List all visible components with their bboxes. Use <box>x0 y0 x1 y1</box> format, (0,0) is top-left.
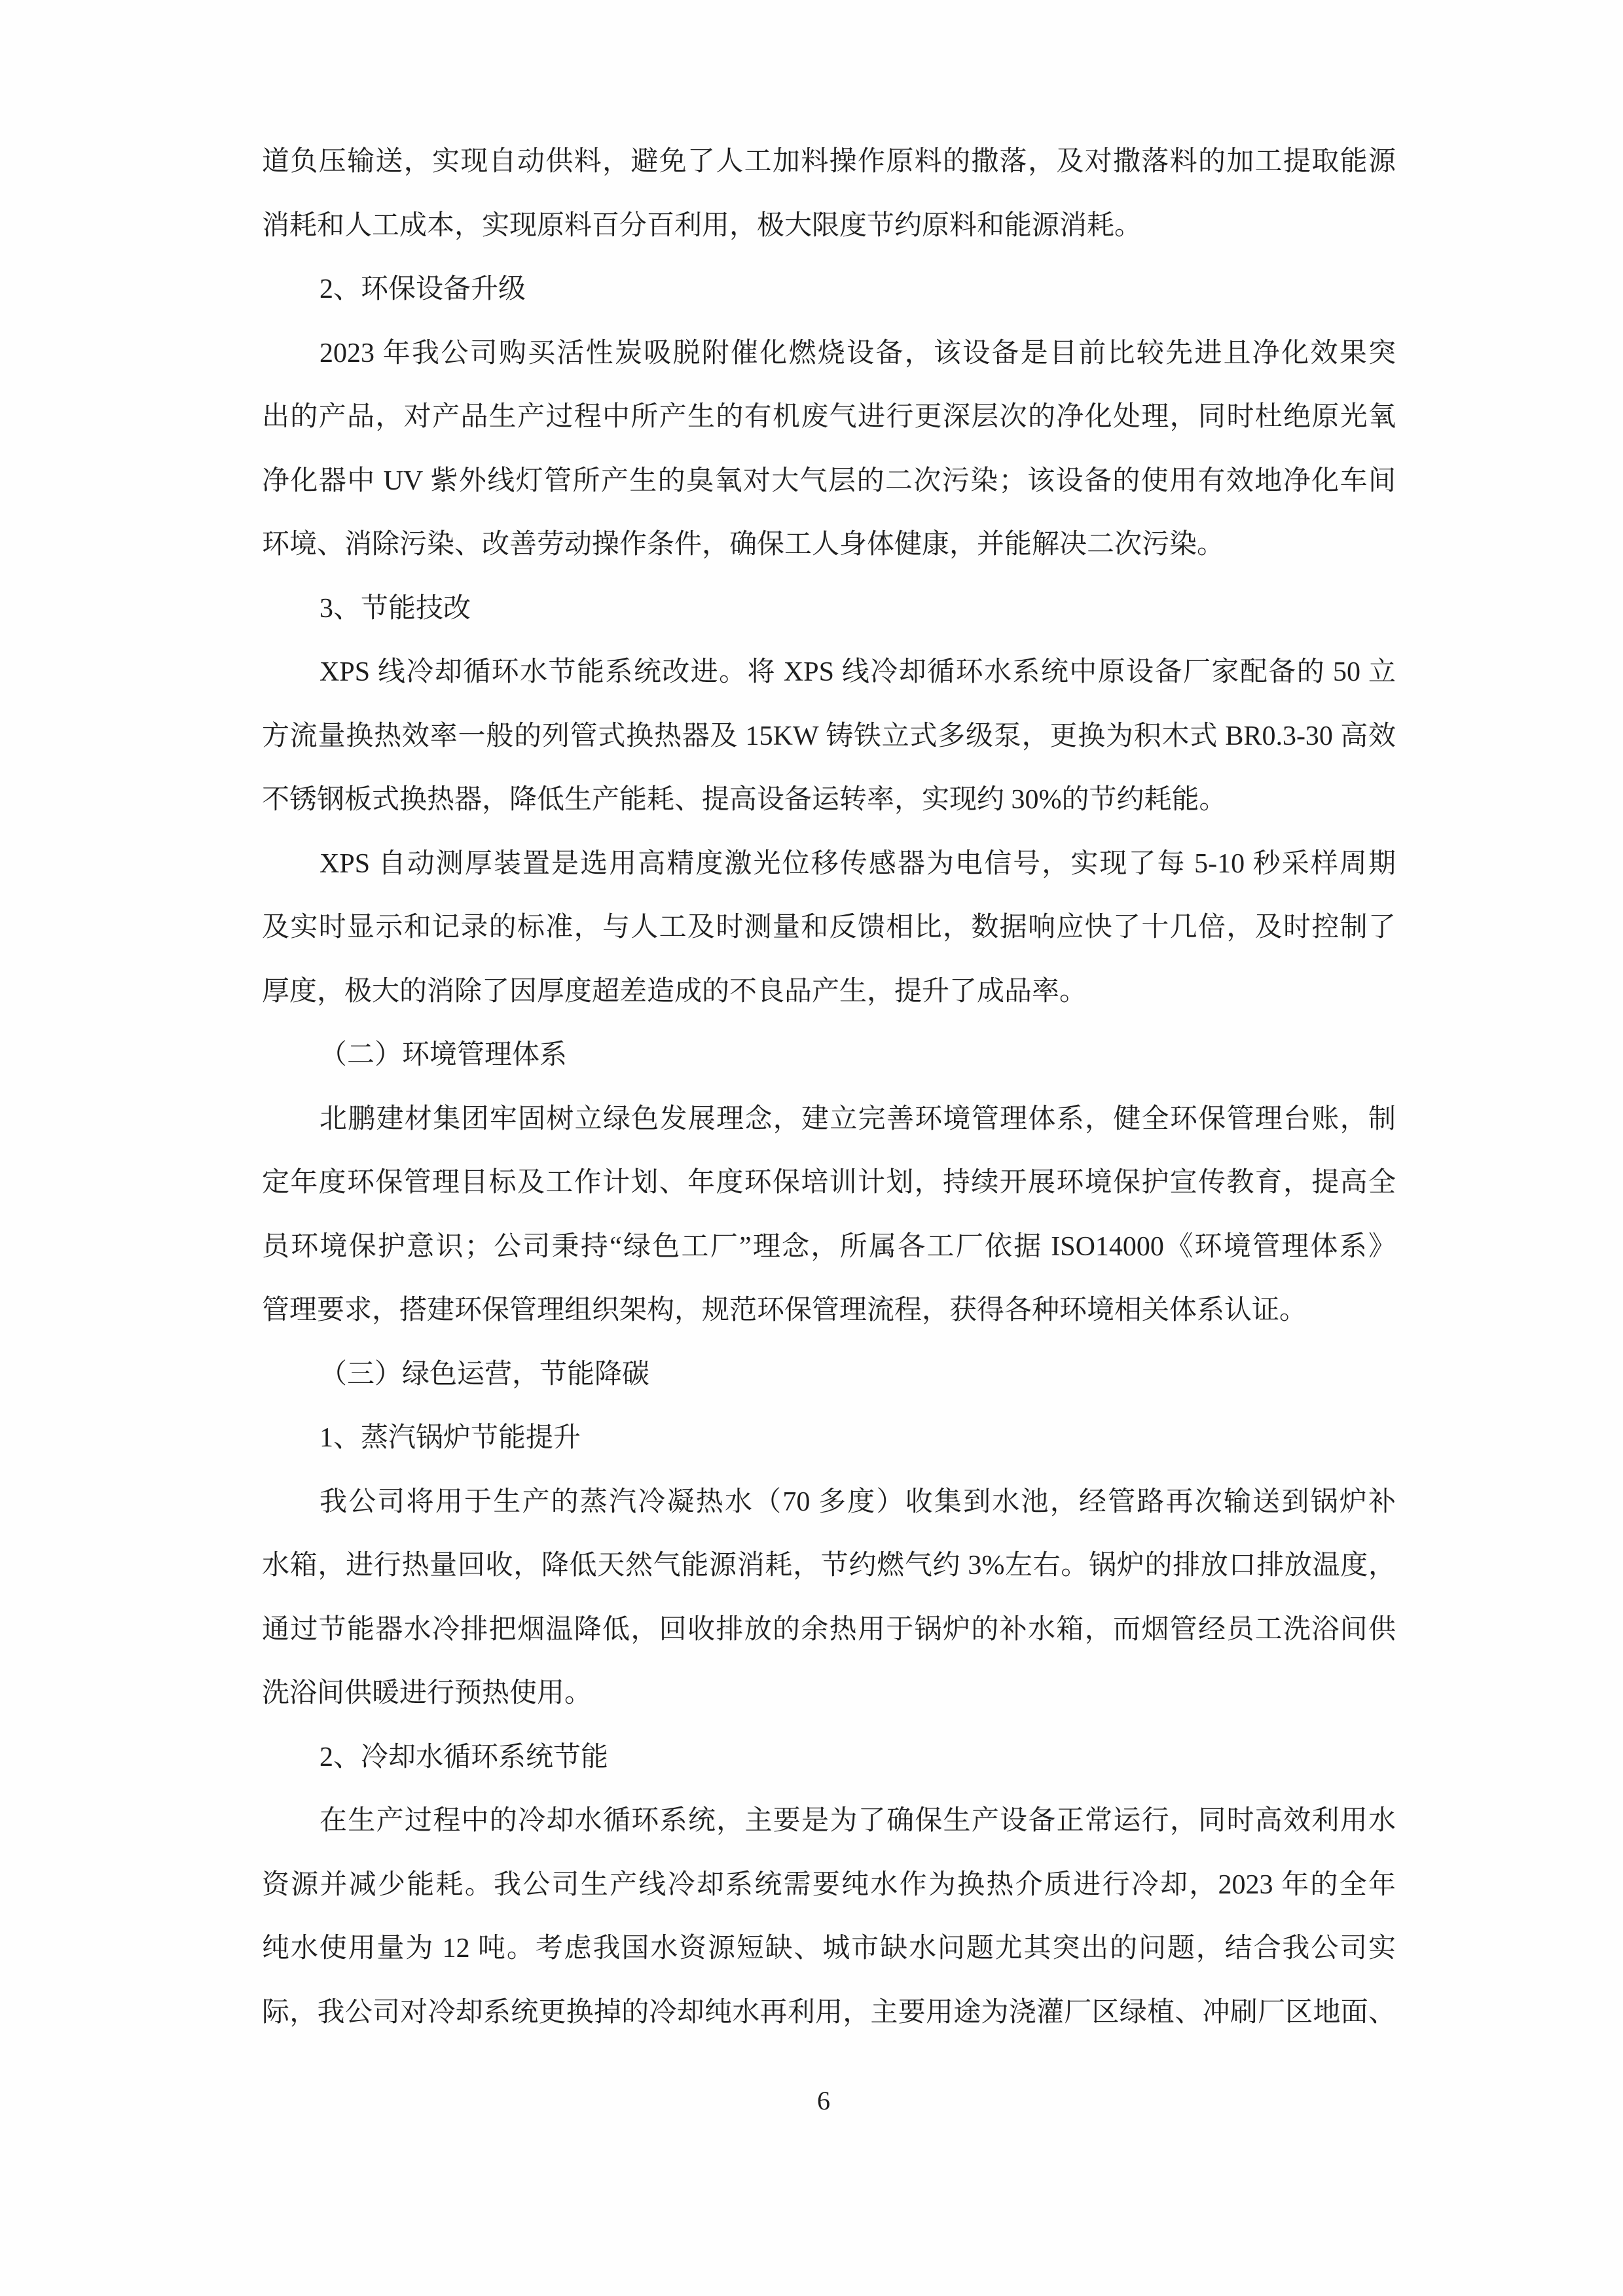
text-line: 资源并减少能耗。我公司生产线冷却系统需要纯水作为换热介质进行冷却，2023 年的全年 <box>262 1869 1396 1900</box>
paragraph <box>262 130 1396 258</box>
paragraph <box>262 1789 1396 2045</box>
section-heading <box>262 1726 1396 1790</box>
text-line: 北鹏建材集团牢固树立绿色发展理念，建立完善环境管理体系，健全环保管理台账，制 <box>319 1103 1396 1134</box>
heading-text: （二）环境管理体系 <box>319 1040 568 1070</box>
text-line: XPS 线冷却循环水节能系统改进。将 XPS 线冷却循环水系统中原设备厂家配备的 50 立 <box>319 657 1396 687</box>
heading-text: 2、环保设备升级 <box>319 274 526 304</box>
text-line: 厚度，极大的消除了因厚度超差造成的不良品产生，提升了成品率。 <box>262 976 1087 1007</box>
text-line: 在生产过程中的冷却水循环系统，主要是为了确保生产设备正常运行，同时高效利用水 <box>319 1806 1396 1836</box>
text-line: 管理要求，搭建环保管理组织架构，规范环保管理流程，获得各种环境相关体系认证。 <box>262 1295 1307 1325</box>
text-line: 出的产品，对产品生产过程中所产生的有机废气进行更深层次的净化处理，同时杜绝原光氧 <box>262 402 1396 432</box>
text-line: 水箱，进行热量回收，降低天然气能源消耗，节约燃气约 3%左右。锅炉的排放口排放温度， <box>262 1551 1396 1581</box>
text-line: 定年度环保管理目标及工作计划、年度环保培训计划，持续开展环境保护宣传教育，提高全 <box>262 1168 1396 1198</box>
paragraph <box>262 641 1396 833</box>
text-line: 环境、消除污染、改善劳动操作条件，确保工人身体健康，并能解决二次污染。 <box>262 529 1225 560</box>
text-line: 净化器中 UV 紫外线灯管所产生的臭氧对大气层的二次污染；该设备的使用有效地净化车间 <box>262 465 1396 496</box>
text-line: 及实时显示和记录的标准，与人工及时测量和反馈相比，数据响应快了十几倍，及时控制了 <box>262 912 1396 942</box>
text-line: 我公司将用于生产的蒸汽冷凝热水（70 多度）收集到水池，经管路再次输送到锅炉补 <box>319 1486 1396 1517</box>
body-text <box>262 130 1396 2045</box>
text-line: 消耗和人工成本，实现原料百分百利用，极大限度节约原料和能源消耗。 <box>262 210 1142 241</box>
heading-text: 3、节能技改 <box>319 593 471 624</box>
text-line: 道负压输送，实现自动供料，避免了人工加料操作原料的撒落，及对撒落料的加工提取能源 <box>262 147 1396 177</box>
text-line: 洗浴间供暖进行预热使用。 <box>262 1678 593 1708</box>
text-line: 纯水使用量为 12 吨。考虑我国水资源短缺、城市缺水问题尤其突出的问题，结合我公司实 <box>262 1933 1396 1964</box>
text-line: 员环境保护意识；公司秉持“绿色工厂”理念，所属各工厂依据 ISO14000《环境管理体系》 <box>262 1231 1396 1262</box>
paragraph <box>262 322 1396 577</box>
text-line: 2023 年我公司购买活性炭吸脱附催化燃烧设备，该设备是目前比较先进且净化效果突 <box>319 338 1396 368</box>
section-heading <box>262 1024 1396 1088</box>
heading-text: （三）绿色运营，节能降碳 <box>319 1359 650 1390</box>
section-heading <box>262 577 1396 641</box>
heading-text: 2、冷却水循环系统节能 <box>319 1742 609 1772</box>
text-line: 际，我公司对冷却系统更换掉的冷却纯水再利用，主要用途为浇灌厂区绿植、冲刷厂区地面、 <box>262 1997 1396 2028</box>
paragraph <box>262 833 1396 1024</box>
page-number: 6 <box>817 2086 830 2115</box>
section-heading <box>262 1343 1396 1407</box>
text-line: 方流量换热效率一般的列管式换热器及 15KW 铸铁立式多级泵，更换为积木式 BR0.3-30 高效 <box>262 721 1396 751</box>
text-line: 通过节能器水冷排把烟温降低，回收排放的余热用于锅炉的补水箱，而烟管经员工洗浴间供 <box>262 1614 1396 1645</box>
section-heading <box>262 258 1396 322</box>
paragraph <box>262 1088 1396 1343</box>
heading-text: 1、蒸汽锅炉节能提升 <box>319 1423 581 1453</box>
text-line: 不锈钢板式换热器，降低生产能耗、提高设备运转率，实现约 30%的节约耗能。 <box>262 785 1227 815</box>
paragraph <box>262 1471 1396 1726</box>
section-heading <box>262 1407 1396 1471</box>
text-line: XPS 自动测厚装置是选用高精度激光位移传感器为电信号，实现了每 5-10 秒采样周期 <box>319 848 1396 879</box>
